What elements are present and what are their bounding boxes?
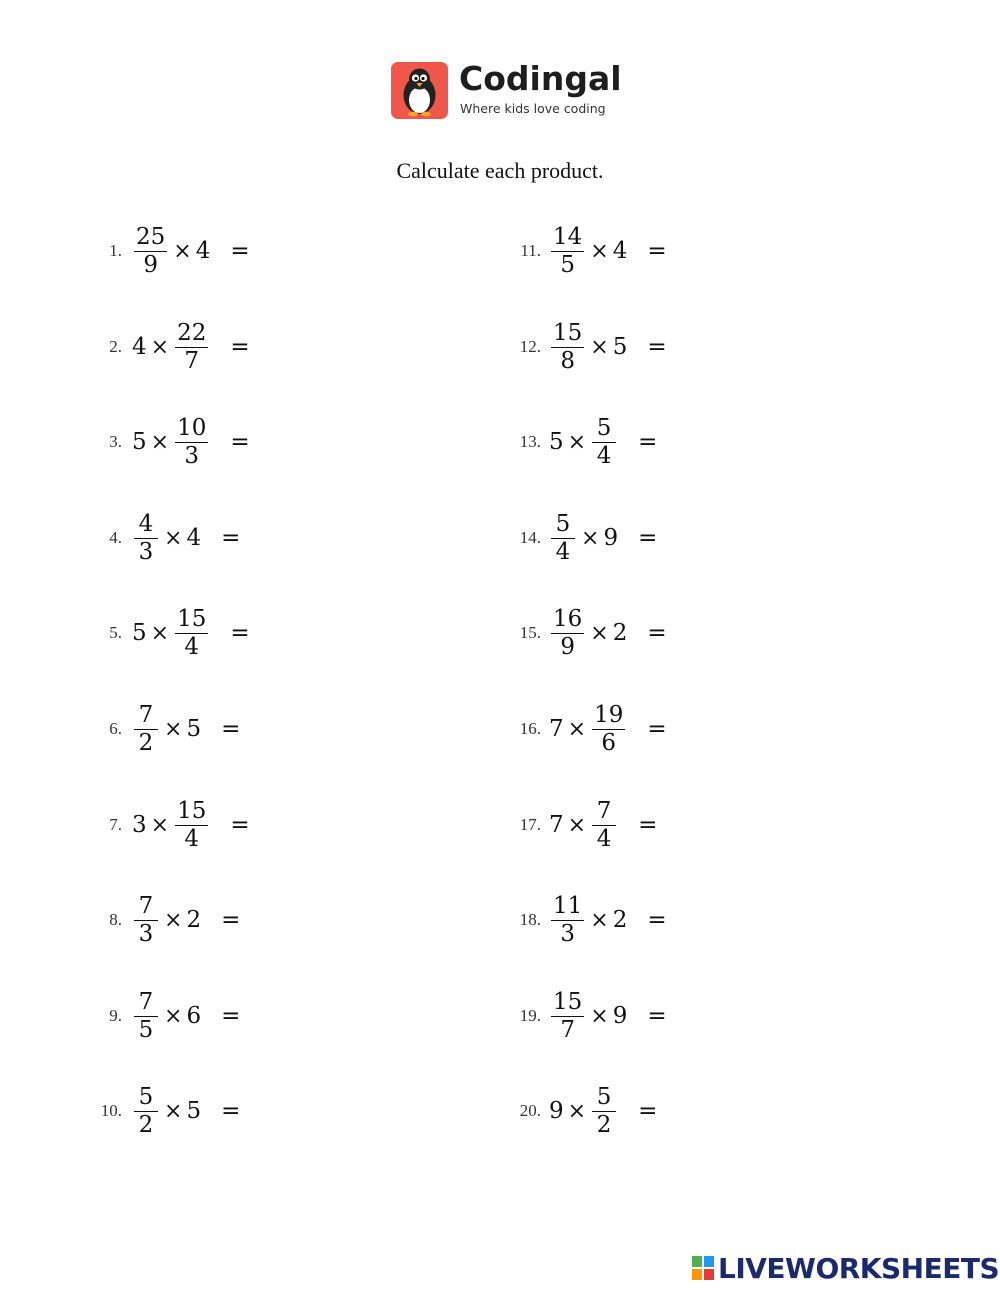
problem-number: 20. [519,1101,541,1120]
numerator: 7 [138,701,154,728]
numerator: 14 [553,223,583,250]
problem-4 [100,508,240,568]
denominator: 4 [184,825,200,852]
problem-number: 18. [519,910,541,929]
whole-number: 2 [186,907,202,933]
times-sign: × [567,1098,587,1124]
numerator: 4 [138,510,154,537]
times-sign: × [150,812,170,838]
denominator: 8 [560,347,575,374]
problem-number: 11. [520,241,541,260]
fraction [134,893,158,948]
times-sign: × [164,525,183,551]
numerator: 7 [596,797,612,824]
denominator: 3 [184,442,200,469]
equals-sign: = [221,716,241,742]
denominator: 2 [138,729,154,756]
whole-number: 6 [186,1003,202,1029]
problem-number: 1. [109,241,122,260]
equals-sign: = [638,812,658,838]
times-sign: × [164,1098,183,1124]
problem-number: 7. [109,815,122,834]
denominator: 9 [143,251,158,278]
worksheet-instruction: Calculate each product. [396,158,604,183]
problem-18 [515,890,667,950]
denominator: 4 [184,633,200,660]
problem-11 [515,221,667,281]
fraction [134,511,158,566]
equals-sign: = [221,907,241,933]
numerator: 5 [596,414,612,441]
denominator: 3 [138,538,154,565]
numerator: 22 [177,319,207,346]
fraction [175,606,208,661]
problem-6 [100,699,240,759]
equals-sign: = [647,238,667,264]
fraction [175,798,208,853]
equals-sign: = [647,334,667,360]
whole-number: 3 [132,812,147,838]
denominator: 2 [596,1111,612,1138]
numerator: 11 [553,892,583,919]
denominator: 6 [601,729,617,756]
denominator: 7 [184,347,200,374]
times-sign: × [150,334,170,360]
times-sign: × [590,334,609,360]
problem-3 [100,412,250,472]
penguin-icon [391,62,448,119]
problem-number: 3. [109,432,122,451]
liveworksheets-icon [692,1256,714,1280]
numerator: 15 [553,319,583,346]
denominator: 3 [138,920,154,947]
fraction [175,320,208,375]
numerator: 15 [177,605,207,632]
fraction [592,415,616,470]
problem-16 [515,699,667,759]
problem-number: 14. [519,528,541,547]
whole-number: 2 [612,620,628,646]
problem-1 [100,221,250,281]
numerator: 15 [177,797,207,824]
whole-number: 4 [195,238,211,264]
fraction [592,798,616,853]
problem-20 [515,1081,657,1141]
liveworksheets-logo [692,1253,999,1283]
times-sign: × [590,1003,609,1029]
fraction [551,893,584,948]
numerator: 10 [177,414,207,441]
whole-number: 9 [549,1098,564,1124]
problem-number: 6. [109,719,122,738]
problem-8 [100,890,240,950]
times-sign: × [581,525,600,551]
whole-number: 4 [612,238,628,264]
problem-number: 12. [519,337,541,356]
problem-number: 2. [109,337,122,356]
brand-tagline: Where kids love coding [460,101,606,116]
equals-sign: = [638,429,658,455]
numerator: 5 [555,510,571,537]
problem-12 [515,317,667,377]
fraction [592,702,625,757]
whole-number: 5 [186,1098,202,1124]
problem-number: 15. [519,623,541,642]
denominator: 4 [596,442,612,469]
equals-sign: = [230,812,250,838]
fraction [134,1084,158,1139]
problem-number: 13. [519,432,541,451]
times-sign: × [173,238,192,264]
times-sign: × [590,238,609,264]
fraction [551,320,584,375]
denominator: 5 [560,251,575,278]
denominator: 4 [596,825,612,852]
equals-sign: = [647,1003,667,1029]
problem-number: 9. [109,1006,122,1025]
equals-sign: = [230,238,250,264]
problem-14 [515,508,657,568]
equals-sign: = [221,525,241,551]
fraction [134,989,158,1044]
whole-number: 5 [132,620,147,646]
numerator: 5 [138,1083,154,1110]
whole-number: 5 [186,716,202,742]
times-sign: × [150,620,170,646]
times-sign: × [567,429,587,455]
whole-number: 7 [549,716,564,742]
whole-number: 4 [132,334,147,360]
problem-number: 5. [109,623,122,642]
numerator: 19 [594,701,624,728]
whole-number: 4 [186,525,202,551]
numerator: 15 [553,988,583,1015]
problem-number: 4. [109,528,122,547]
times-sign: × [590,907,609,933]
denominator: 5 [138,1016,154,1043]
whole-number: 5 [612,334,628,360]
fraction [551,989,584,1044]
fraction [134,224,167,279]
numerator: 16 [553,605,583,632]
denominator: 2 [138,1111,154,1138]
brand-name: Codingal [459,59,622,98]
denominator: 9 [560,633,575,660]
times-sign: × [150,429,170,455]
problem-7 [100,795,250,855]
times-sign: × [164,907,183,933]
equals-sign: = [221,1098,241,1124]
numerator: 7 [138,988,154,1015]
whole-number: 5 [132,429,147,455]
equals-sign: = [230,620,250,646]
whole-number: 5 [549,429,564,455]
numerator: 5 [596,1083,612,1110]
times-sign: × [567,812,587,838]
problem-2 [100,317,250,377]
times-sign: × [164,1003,183,1029]
equals-sign: = [230,334,250,360]
equals-sign: = [221,1003,241,1029]
equals-sign: = [647,716,667,742]
whole-number: 7 [549,812,564,838]
problem-19 [515,986,667,1046]
problem-10 [100,1081,240,1141]
denominator: 3 [560,920,575,947]
whole-number: 9 [612,1003,628,1029]
problem-5 [100,603,250,663]
liveworksheets-wordmark: LIVEWORKSHEETS [718,1251,1000,1285]
times-sign: × [567,716,587,742]
fraction [134,702,158,757]
fraction [592,1084,616,1139]
fraction [551,606,584,661]
numerator: 25 [136,223,166,250]
whole-number: 9 [603,525,619,551]
problem-number: 17. [519,815,541,834]
problem-number: 8. [109,910,122,929]
problem-number: 19. [519,1006,541,1025]
fraction [551,224,584,279]
problem-number: 10. [100,1101,122,1120]
equals-sign: = [638,1098,658,1124]
denominator: 4 [555,538,571,565]
problem-number: 16. [519,719,541,738]
equals-sign: = [638,525,658,551]
equals-sign: = [647,907,667,933]
equals-sign: = [647,620,667,646]
problem-17 [515,795,657,855]
times-sign: × [590,620,609,646]
problem-9 [100,986,240,1046]
problem-13 [515,412,657,472]
times-sign: × [164,716,183,742]
fraction [551,511,575,566]
fraction [175,415,208,470]
equals-sign: = [230,429,250,455]
numerator: 7 [138,892,154,919]
whole-number: 2 [612,907,628,933]
denominator: 7 [560,1016,575,1043]
problem-15 [515,603,667,663]
